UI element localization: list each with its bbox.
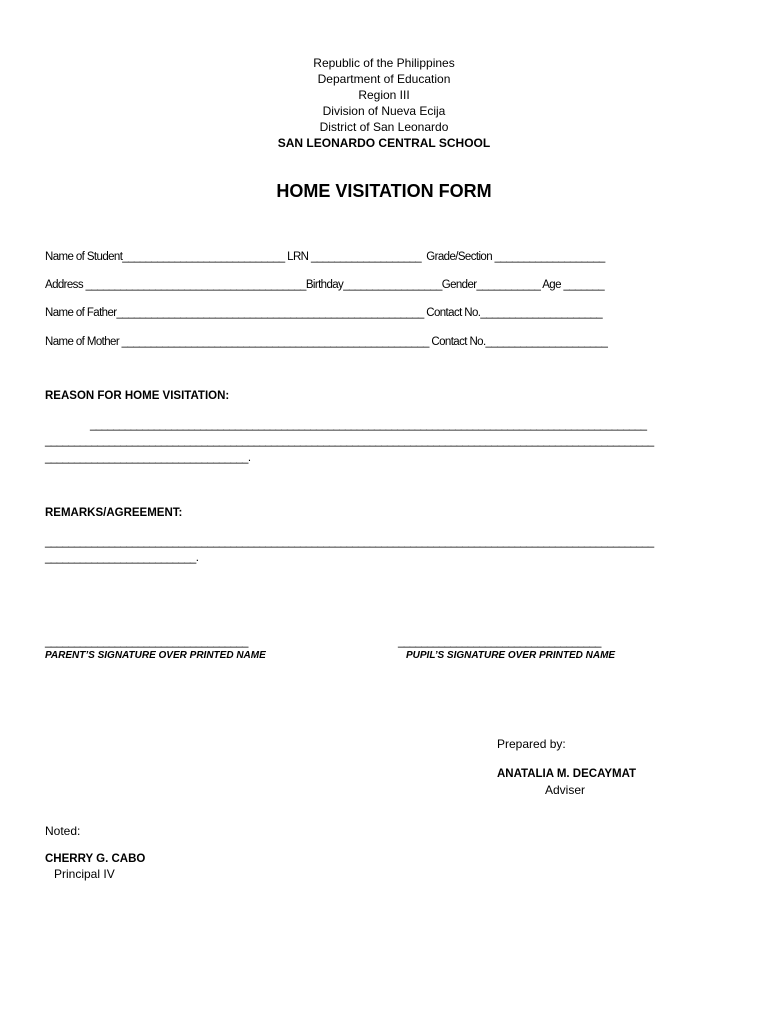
header-republic: Republic of the Philippines (313, 56, 455, 70)
header-district: District of San Leonardo (319, 120, 449, 134)
noted-label: Noted: (45, 824, 81, 838)
parent-signature-line: ___________________________________ (45, 636, 248, 648)
student-info-row-2: Address ______________________________________Birthday_________________Gender___________ Age _______ (45, 279, 605, 291)
parent-signature-label: PARENT’S SIGNATURE OVER PRINTED NAME (45, 650, 266, 661)
prepared-by-role: Adviser (545, 783, 586, 797)
remarks-label: REMARKS/AGREEMENT: (45, 507, 183, 519)
header-school: SAN LEONARDO CENTRAL SCHOOL (277, 136, 491, 150)
prepared-by-label: Prepared by: (497, 737, 566, 751)
noted-name: CHERRY G. CABO (45, 853, 146, 865)
pupil-signature-label: PUPIL’S SIGNATURE OVER PRINTED NAME (406, 650, 616, 661)
student-info-row-4: Name of Mother _____________________________________________________ Contact No._____________________ (45, 336, 608, 348)
reason-label: REASON FOR HOME VISITATION: (45, 390, 230, 402)
header-department: Department of Education (317, 72, 451, 86)
remarks-line-2: __________________________. (45, 552, 199, 564)
header-region: Region III (358, 88, 410, 102)
reason-line-3: ___________________________________. (45, 452, 251, 464)
remarks-line-1: _________________________________________________________________________________________________________ (45, 536, 654, 548)
header-division: Division of Nueva Ecija (322, 104, 446, 118)
noted-role: Principal IV (54, 867, 115, 881)
prepared-by-name: ANATALIA M. DECAYMAT (497, 768, 637, 780)
student-info-row-1: Name of Student____________________________ LRN ___________________ Grade/Section ___________________ (45, 251, 605, 263)
student-info-row-3: Name of Father_____________________________________________________ Contact No._____________________ (45, 307, 603, 319)
pupil-signature-line: ___________________________________ (398, 636, 601, 648)
reason-line-1: ________________________________________________________________________________________________ (90, 419, 647, 431)
reason-line-2: _________________________________________________________________________________________________________ (45, 435, 654, 447)
form-title: HOME VISITATION FORM (276, 181, 492, 201)
